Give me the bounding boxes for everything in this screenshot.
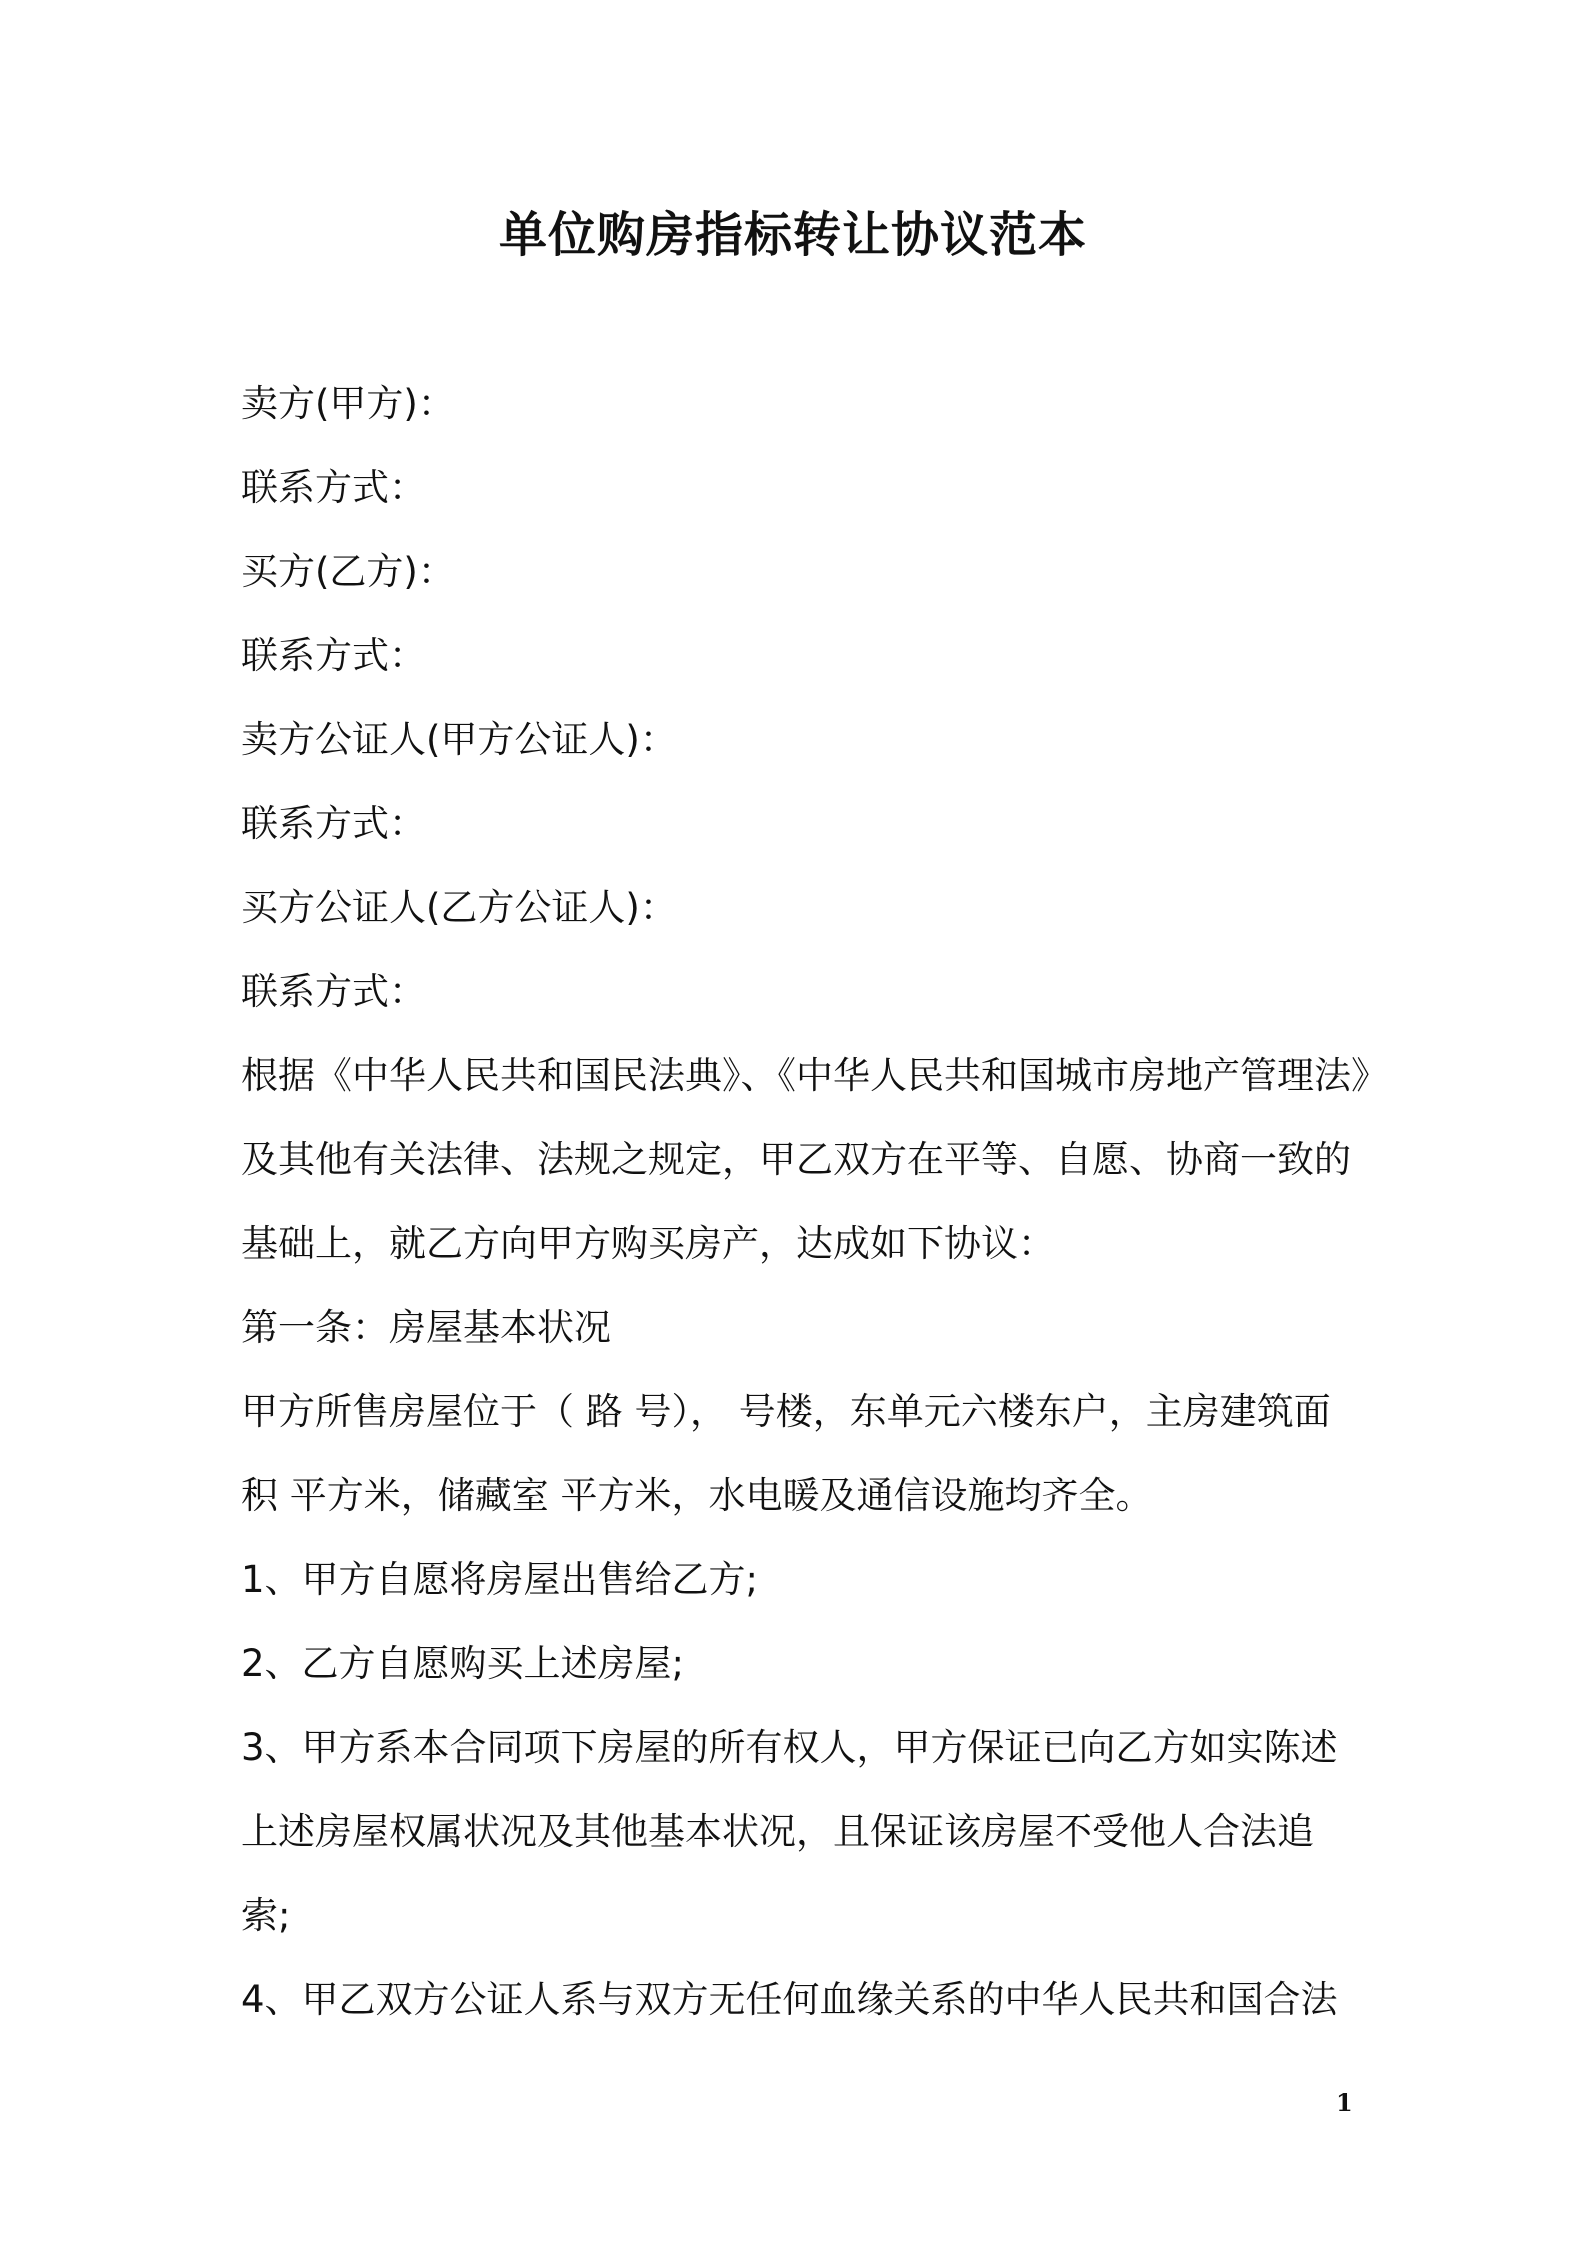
- page-number: 1: [1336, 2088, 1353, 2117]
- clause-item: 索;: [241, 1894, 291, 1937]
- seller-label: 卖方(甲方)：: [241, 382, 455, 425]
- seller-contact-label: 联系方式：: [241, 466, 426, 509]
- clause-item: 4、甲乙双方公证人系与双方无任何血缘关系的中华人民共和国合法: [241, 1978, 1338, 2021]
- property-description-line: 积 平方米，储藏室 平方米，水电暖及通信设施均齐全。: [241, 1474, 1153, 1517]
- buyer-notary-label: 买方公证人(乙方公证人)：: [241, 886, 677, 929]
- buyer-label: 买方(乙方)：: [241, 550, 455, 593]
- document-body: [241, 362, 1388, 2042]
- seller-notary-contact-label: 联系方式：: [241, 802, 426, 845]
- property-description-line: 甲方所售房屋位于（ 路 号）， 号楼，东单元六楼东户，主房建筑面: [241, 1390, 1331, 1433]
- clause-item: 1、甲方自愿将房屋出售给乙方;: [241, 1558, 759, 1601]
- clause-item: 上述房屋权属状况及其他基本状况，且保证该房屋不受他人合法追: [241, 1810, 1314, 1853]
- buyer-contact-label: 联系方式：: [241, 634, 426, 677]
- seller-notary-label: 卖方公证人(甲方公证人)：: [241, 718, 677, 761]
- clause-item: 2、乙方自愿购买上述房屋;: [241, 1642, 685, 1685]
- clause-item: 3、甲方系本合同项下房屋的所有权人，甲方保证已向乙方如实陈述: [241, 1726, 1338, 1769]
- preamble-line: 根据《中华人民共和国民法典》、《中华人民共和国城市房地产管理法》: [241, 1054, 1388, 1097]
- preamble-line: 基础上，就乙方向甲方购买房产，达成如下协议：: [241, 1222, 1055, 1265]
- preamble-line: 及其他有关法律、法规之规定，甲乙双方在平等、自愿、协商一致的: [241, 1138, 1351, 1181]
- buyer-notary-contact-label: 联系方式：: [241, 970, 426, 1013]
- article-heading: 第一条：房屋基本状况: [241, 1306, 611, 1349]
- document-title: 单位购房指标转让协议范本: [498, 207, 1087, 263]
